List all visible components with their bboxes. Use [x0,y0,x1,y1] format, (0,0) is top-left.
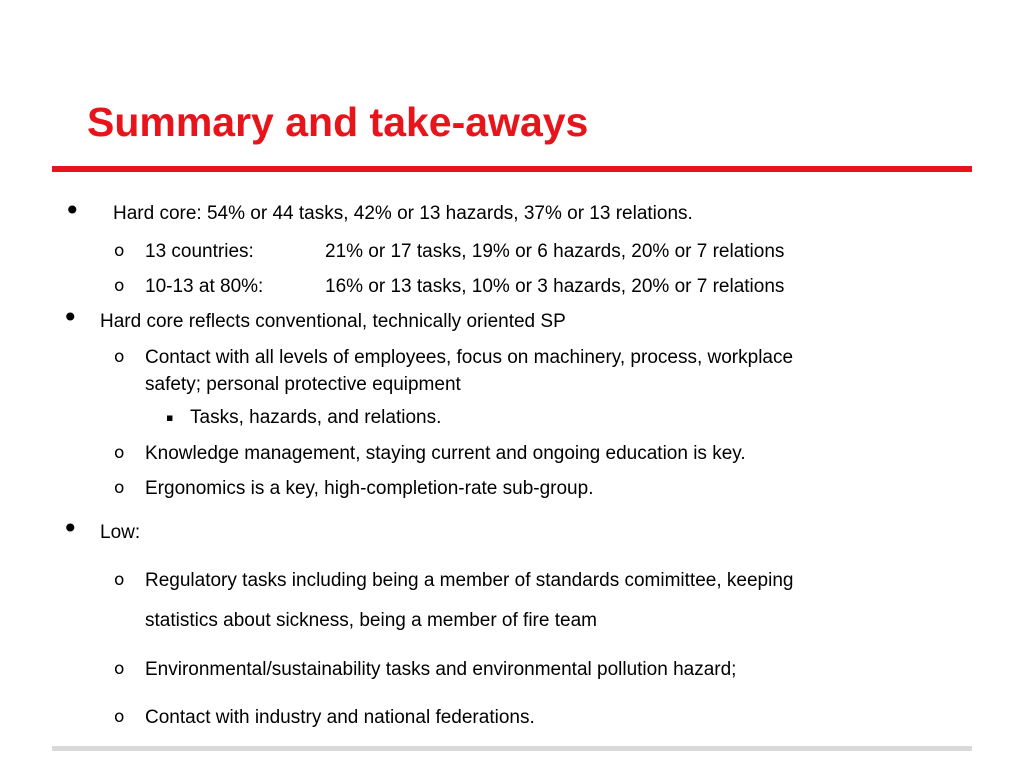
sub-bullet-contact-employees-line2: safety; personal protective equipment [145,374,461,395]
bullet-low: Low: [100,522,141,543]
sub-bullet-regulatory-line2: statistics about sickness, being a member of fire team [145,610,597,631]
hollow-circle-icon: o [114,347,125,367]
hollow-circle-icon: o [114,659,125,679]
bullet-dot-icon: • [62,301,79,334]
sub-bullet-knowledge-management: Knowledge management, staying current and ongoing education is key. [145,443,746,464]
sub-bullet-ergonomics: Ergonomics is a key, high-completion-rate sub-group. [145,478,594,499]
bullet-dot-icon: • [62,512,79,545]
sub-bullet-contact-employees-line1: Contact with all levels of employees, focus on machinery, process, workplace [145,347,794,368]
hollow-circle-icon: o [114,276,125,296]
bullet-hard-core-reflects: Hard core reflects conventional, technically oriented SP [100,311,566,332]
bullet-hard-core-stats: Hard core: 54% or 44 tasks, 42% or 13 hazards, 37% or 13 relations. [113,203,693,224]
sub-sub-bullet-tasks-hazards: Tasks, hazards, and relations. [190,407,442,428]
sub-bullet-13-countries-label: 13 countries: [145,241,254,262]
hollow-circle-icon: o [114,478,125,498]
hollow-circle-icon: o [114,570,125,590]
sub-bullet-contact-industry: Contact with industry and national federations. [145,707,535,728]
sub-bullet-10-13-value: 16% or 13 tasks, 10% or 3 hazards, 20% or 7 relations [325,276,785,297]
hollow-circle-icon: o [114,241,125,261]
sub-bullet-10-13-label: 10-13 at 80%: [145,276,264,297]
sub-bullet-regulatory-line1: Regulatory tasks including being a member of standards comimittee, keeping [145,570,794,591]
square-icon: ▪ [166,411,174,424]
footer-divider [52,746,972,751]
sub-bullet-13-countries-value: 21% or 17 tasks, 19% or 6 hazards, 20% or 7 relations [325,241,785,262]
hollow-circle-icon: o [114,707,125,727]
title-underline [52,166,972,172]
slide-title: Summary and take-aways [87,99,589,145]
bullet-dot-icon: • [64,194,81,227]
sub-bullet-environmental: Environmental/sustainability tasks and environmental pollution hazard; [145,659,737,680]
hollow-circle-icon: o [114,443,125,463]
